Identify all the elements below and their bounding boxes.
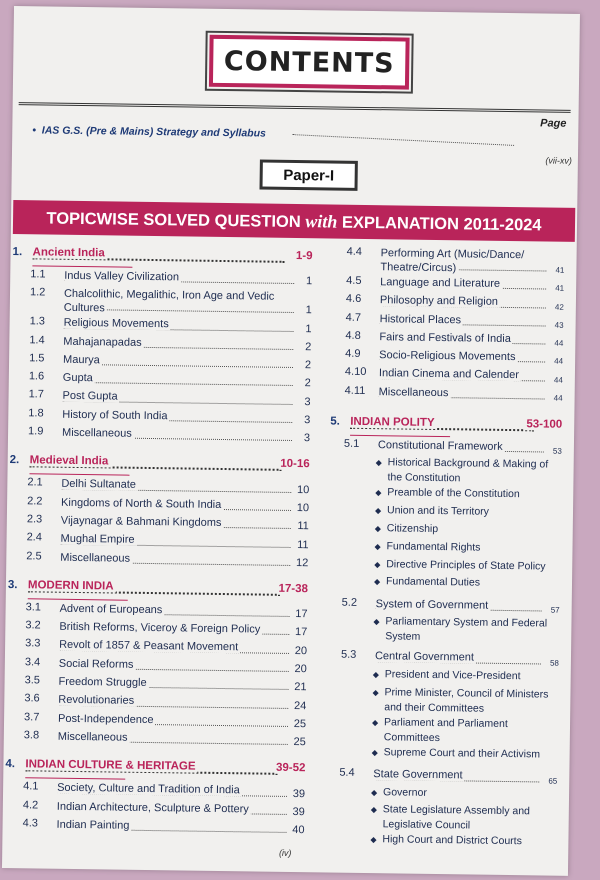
toc-entry [330, 437, 562, 459]
contents-title-box [209, 35, 410, 90]
section-number: 5. [330, 415, 340, 428]
entry-number: 2.4 [26, 531, 42, 544]
entry-text: State Government [373, 768, 463, 782]
entry-text: System of Government [375, 598, 489, 612]
section-title: Ancient India [32, 246, 105, 260]
toc-left-column [4, 240, 312, 844]
entry-text: Society, Culture and Tradition of India [57, 781, 240, 797]
entry-number: 3.5 [24, 674, 40, 687]
entry-text-wrap [64, 286, 294, 318]
bullet-icon: ◆ [373, 577, 381, 587]
entry-number: 2.3 [26, 513, 43, 526]
entry-text-wrap [380, 292, 546, 309]
banner-text [46, 207, 541, 235]
entry-text-wrap [57, 817, 287, 835]
bullet-text: Parliamentary System and Federal System [385, 615, 548, 644]
entry-page: 40 [292, 824, 305, 837]
entry-page: 17 [295, 608, 308, 621]
entry-number: 5.4 [339, 767, 355, 780]
toc-right-column [324, 245, 564, 857]
paper-label-box [259, 159, 357, 190]
entry-text-wrap [375, 649, 541, 666]
bullet-entry [374, 574, 560, 594]
entry-text: Religious Movements [63, 317, 169, 331]
entry-text: Philosophy and Religion [379, 294, 499, 309]
section-title: INDIAN CULTURE & HERITAGE [25, 758, 196, 773]
entry-text-wrap [380, 274, 546, 291]
section-number: 4. [5, 758, 16, 771]
entry-page: 3 [303, 432, 311, 445]
bullet-text: Union and its Territory [386, 504, 490, 518]
bullet-icon: ◆ [375, 458, 382, 468]
bullet-text: Governor [383, 785, 427, 799]
entry-text: Indus Valley Civilization [64, 269, 180, 284]
entry-page: 41 [555, 265, 565, 275]
entry-number: 4.11 [344, 384, 366, 397]
entry-text-wrap [59, 655, 289, 673]
entry-page: 44 [554, 357, 564, 367]
entry-text: Historical Places [379, 312, 462, 326]
entry-text: Indian Cinema and Calender [378, 367, 520, 382]
entry-page: 44 [553, 393, 563, 403]
entry-text: Language and Literature [380, 276, 501, 290]
entry-text: Revolutionaries [58, 694, 135, 708]
entry-text: Social Reforms [58, 657, 134, 671]
entry-text: Miscellaneous [378, 385, 449, 399]
section-pages: 39-52 [275, 762, 306, 775]
entry-page: 43 [554, 320, 564, 330]
entry-text-wrap [62, 388, 292, 406]
bullet-text: Citizenship [386, 522, 439, 535]
bullet-entry [373, 615, 559, 648]
entry-page: 41 [555, 283, 565, 294]
entry-page: 53 [552, 446, 562, 457]
entry-text-wrap [59, 637, 289, 655]
entry-text: Mughal Empire [60, 533, 135, 547]
entry-text-wrap [60, 601, 290, 619]
bullet-entry [372, 685, 558, 718]
entry-text: Performing Art (Music/Dance/ Theatre/Circus) [380, 247, 525, 275]
entry-text-wrap [373, 766, 539, 783]
entry-number: 4.6 [345, 293, 362, 306]
entry-page: 17 [294, 626, 308, 639]
entry-text: Post Gupta [62, 390, 118, 404]
toc-entry [325, 766, 557, 788]
banner-text-left: TOPICWISE SOLVED QUESTION [46, 209, 301, 231]
entry-number: 3.1 [25, 601, 42, 614]
entry-text-wrap [63, 333, 293, 351]
entry-text-wrap [64, 315, 294, 333]
entry-text: Chalcolithic, Megalithic, Iron Age and Vedic Cultures [63, 288, 275, 315]
bullet-icon: ◆ [370, 835, 377, 845]
entry-page: 25 [293, 736, 306, 749]
entry-page: 1 [305, 304, 312, 317]
entry-number: 1.1 [30, 268, 46, 281]
bullet-icon: ◆ [374, 506, 382, 516]
entry-text: Mahajanapadas [63, 335, 142, 349]
entry-text: Post-Independence [58, 712, 154, 726]
entry-page: 44 [553, 375, 563, 385]
entry-text: Kingdoms of North & South India [61, 496, 222, 511]
bullet-icon: ◆ [374, 524, 381, 534]
entry-text-wrap [380, 311, 546, 328]
section-pages: 17-38 [278, 582, 308, 596]
section-title: INDIAN POLITY [350, 415, 435, 430]
entry-page: 57 [550, 606, 560, 616]
page-number: (iv) [278, 847, 292, 859]
section-number: 1. [12, 246, 23, 259]
entry-number: 5.3 [340, 649, 357, 662]
bullet-text: High Court and District Courts [382, 833, 522, 848]
bullet-entry [375, 456, 561, 489]
entry-text-wrap [61, 476, 291, 494]
section-banner [13, 200, 575, 242]
bullet-text: Parliament and Parliament Committees [383, 715, 508, 744]
entry-text: Maurya [63, 353, 100, 367]
entry-page: 65 [548, 776, 558, 786]
bullet-icon: ◆ [372, 717, 379, 727]
section-heading [330, 416, 562, 437]
entry-text-wrap [379, 347, 545, 364]
bullet-icon: ◆ [371, 747, 378, 757]
page-column-label: Page [540, 117, 567, 130]
bullet-text: Supreme Court and their Activism [383, 745, 541, 761]
entry-number: 3.4 [24, 656, 41, 669]
entry-text-wrap [62, 407, 292, 425]
entry-page: 2 [305, 341, 312, 354]
entry-number: 3.2 [25, 619, 41, 632]
entry-text-wrap [58, 692, 288, 710]
entry-number: 1.4 [29, 333, 45, 347]
entry-text-wrap [379, 366, 545, 383]
entry-page: 2 [304, 377, 311, 390]
entry-text-wrap [57, 780, 287, 798]
entry-page: 10 [296, 502, 310, 515]
entry-number: 1.8 [28, 407, 44, 420]
entry-text-wrap [60, 531, 290, 549]
entry-text: Indian Painting [56, 818, 130, 832]
entry-text-wrap [60, 549, 290, 567]
bullet-icon: ◆ [372, 687, 379, 697]
bullet-icon: ◆ [374, 541, 381, 551]
section-number: 3. [7, 578, 18, 592]
bullet-text: President and Vice-President [384, 668, 521, 682]
entry-page: 58 [549, 658, 559, 668]
entry-text-wrap [62, 425, 292, 443]
entry-page: 21 [294, 681, 307, 694]
entry-text: Fairs and Festivals of India [379, 331, 511, 345]
entry-text: Socio-Religious Movements [379, 349, 516, 364]
entry-page: 3 [304, 414, 311, 427]
entry-text: Constitutional Framework [377, 439, 503, 453]
entry-number: 5.2 [341, 596, 358, 610]
entry-page: 20 [294, 644, 308, 657]
entry-number: 5.1 [343, 437, 360, 450]
entry-number: 1.2 [29, 286, 46, 299]
entry-number: 3.6 [24, 692, 40, 705]
entry-text: Miscellaneous [61, 426, 132, 440]
toc-entry [12, 285, 312, 318]
entry-text-wrap [376, 596, 542, 613]
bullet-text: Fundamental Duties [385, 575, 481, 589]
entry-text: British Reforms, Viceroy & Foreign Policy [59, 620, 261, 636]
contents-page [2, 6, 580, 876]
entry-number: 3.8 [23, 729, 40, 742]
entry-number: 3.3 [25, 637, 41, 650]
entry-text-wrap [63, 352, 293, 370]
entry-number: 4.8 [345, 329, 361, 342]
entry-text: Indian Architecture, Sculpture & Pottery [56, 800, 249, 815]
entry-page: 1 [305, 322, 312, 335]
entry-text-wrap [61, 494, 291, 512]
bullet-icon: ◆ [373, 617, 380, 627]
entry-number: 2.1 [27, 476, 43, 489]
entry-text-wrap [378, 437, 544, 454]
entry-text: History of South India [62, 408, 168, 423]
bullet-text: Fundamental Rights [386, 540, 481, 554]
entry-text-wrap [58, 710, 288, 728]
entry-number: 1.7 [28, 388, 44, 401]
section-pages: 53-100 [526, 418, 563, 431]
entry-text-wrap [58, 674, 288, 692]
entry-text: Delhi Sultanate [61, 478, 137, 492]
entry-text: Gupta [62, 371, 93, 385]
entry-text: Advent of Europeans [59, 602, 163, 617]
entry-number: 2.2 [27, 494, 43, 508]
entry-text: Vijaynagar & Bahmani Kingdoms [60, 514, 222, 529]
bullet-text: State Legislature Assembly and Legislative Council [382, 803, 531, 832]
entry-number: 4.10 [344, 366, 367, 379]
entry-page: 44 [554, 338, 564, 348]
strategy-entry-label: IAS G.S. (Pre & Mains) Strategy and Syllabus [41, 124, 266, 140]
entry-number: 4.9 [345, 347, 361, 361]
entry-text-wrap [379, 329, 545, 346]
entry-number: 4.3 [22, 817, 39, 830]
bullet-icon: ◆ [371, 787, 378, 797]
bullet-text: Historical Background & Making of the Constitution [387, 456, 549, 485]
entry-page: 11 [297, 520, 309, 533]
bullet-icon: ◆ [375, 488, 382, 498]
entry-page: 39 [292, 805, 305, 819]
entry-text-wrap [63, 370, 293, 388]
entry-number: 4.5 [346, 274, 362, 287]
entry-page: 2 [304, 359, 312, 372]
entry-text-wrap [380, 245, 546, 276]
entry-page: 11 [297, 538, 309, 551]
toc-entry [327, 648, 559, 670]
section-title: Medieval India [29, 454, 109, 468]
entry-number: 4.7 [345, 311, 362, 324]
entry-text-wrap [57, 798, 287, 816]
bullet-text: Preamble of the Constitution [387, 486, 520, 501]
entry-text-wrap [59, 619, 289, 637]
section-pages: 1-9 [295, 250, 313, 263]
entry-text-wrap [61, 513, 291, 531]
bullet-entry [371, 803, 557, 836]
strategy-entry [32, 124, 266, 139]
banner-text-with: with [305, 210, 338, 232]
entry-number: 1.5 [29, 352, 45, 365]
bullet-text: Prime Minister, Council of Ministers and their Committees [384, 685, 549, 715]
leader-dots [292, 134, 514, 146]
bullet-icon: ◆ [370, 805, 378, 815]
entry-text: Freedom Struggle [58, 675, 147, 690]
bullet-icon: • [32, 124, 37, 137]
entry-text-wrap [64, 268, 294, 286]
bullet-icon: ◆ [372, 669, 379, 679]
entry-page: 25 [293, 717, 307, 731]
bullet-entry [372, 745, 558, 765]
entry-page: 24 [293, 699, 307, 712]
toc-entry [332, 245, 564, 277]
paper-label: Paper-I [283, 166, 335, 185]
entry-number: 4.1 [23, 780, 39, 793]
bullet-text: Directive Principles of State Policy [386, 557, 546, 573]
bullet-icon: ◆ [374, 559, 381, 569]
toc-entry [328, 596, 560, 618]
section-title: MODERN INDIA [27, 579, 114, 593]
toc-entry [331, 383, 563, 405]
section-pages: 10-16 [280, 458, 310, 471]
entry-text: Revolt of 1857 & Peasant Movement [59, 639, 239, 654]
banner-text-right: EXPLANATION 2011-2024 [341, 213, 542, 234]
entry-text: Central Government [374, 650, 475, 664]
header-rule [19, 102, 571, 113]
entry-number: 4.4 [346, 245, 363, 258]
entry-page: 12 [295, 556, 309, 570]
entry-text-wrap [379, 384, 545, 401]
entry-number: 2.5 [26, 549, 42, 563]
entry-text: Miscellaneous [57, 730, 128, 744]
entry-page: 1 [306, 275, 313, 288]
entry-number: 1.6 [28, 370, 45, 383]
bullet-entry [372, 715, 558, 748]
entry-page: 10 [296, 483, 310, 496]
entry-page: 39 [292, 787, 306, 800]
entry-number: 4.2 [22, 798, 39, 811]
entry-text-wrap [58, 729, 288, 747]
entry-text: Miscellaneous [60, 551, 131, 565]
entry-number: 1.9 [28, 425, 44, 438]
entry-number: 3.7 [24, 710, 40, 724]
section-number: 2. [9, 454, 20, 467]
page-title: CONTENTS [223, 45, 395, 79]
strategy-entry-page: (vii-xv) [545, 155, 572, 166]
entry-page: 20 [294, 663, 307, 676]
entry-number: 1.3 [29, 315, 46, 328]
entry-page: 3 [304, 395, 311, 409]
entry-page: 42 [554, 302, 564, 312]
